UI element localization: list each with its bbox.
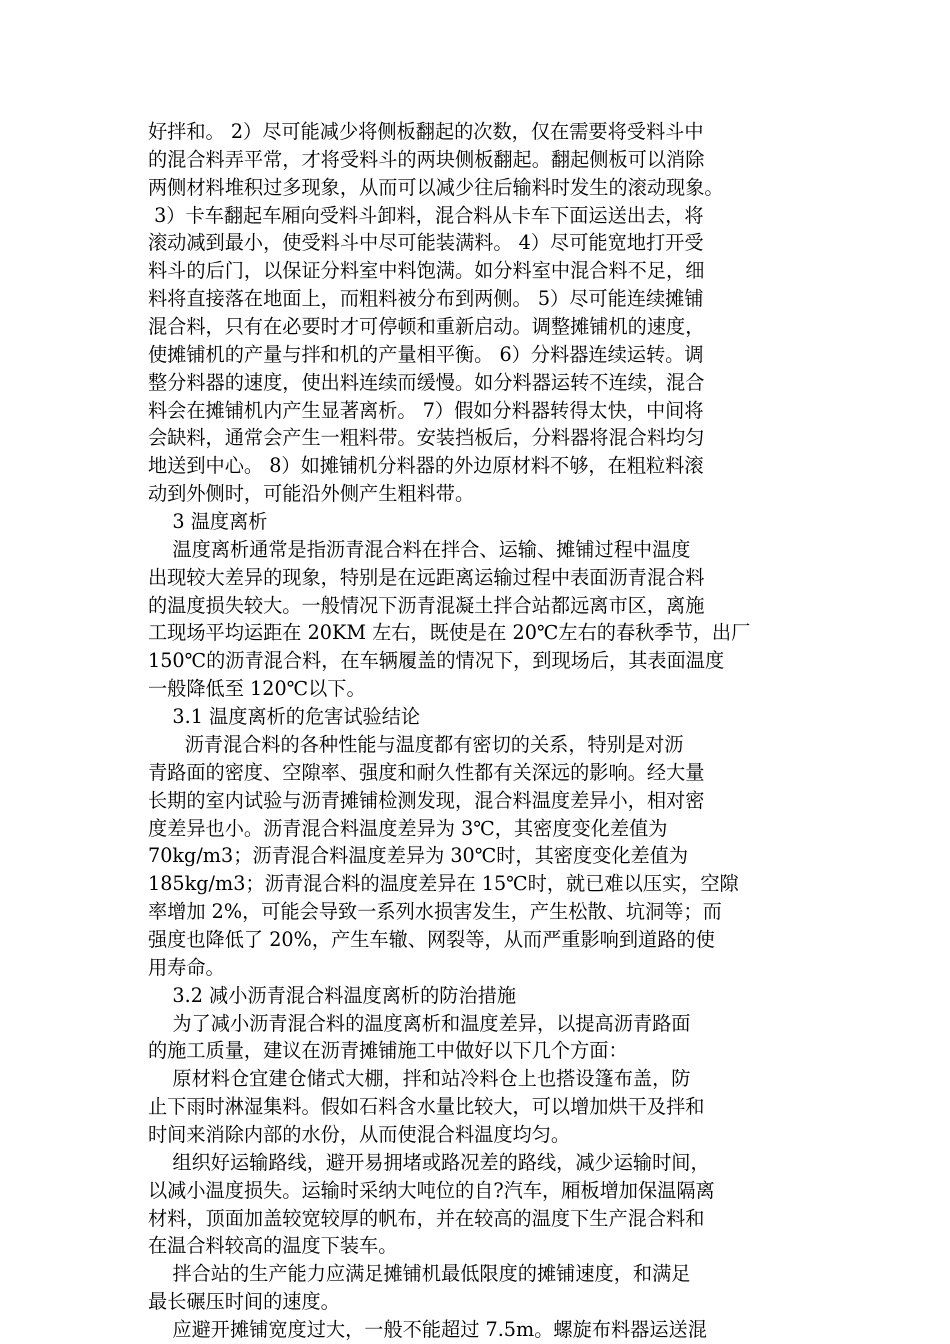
text-line: 70kg/m3；沥青混合料温度差异为 30℃时，其密度变化差值为 [148,844,689,868]
text-line: 一般降低至 120℃以下。 [148,677,366,701]
text-line: 在温合料较高的温度下装车。 [148,1234,398,1258]
text-line: 3）卡车翻起车厢向受料斗卸料，混合料从卡车下面运送出去，将 [148,203,704,227]
text-line: 拌合站的生产能力应满足摊铺机最低限度的摊铺速度，和满足 [148,1262,691,1286]
text-line: 应避开摊铺宽度过大，一般不能超过 7.5m。螺旋布料器运送混 [148,1317,707,1341]
text-line: 料斗的后门，以保证分料室中料饱满。如分料室中混合料不足，细 [148,259,705,283]
text-line: 的施工质量，建议在沥青摊铺施工中做好以下几个方面： [148,1039,628,1063]
text-line: 3.2 减小沥青混合料温度离析的防治措施 [148,983,517,1007]
text-line: 150℃的沥青混合料，在车辆履盖的情况下，到现场后，其表面温度 [148,649,725,673]
text-line: 时间来消除内部的水份，从而使混合料温度均匀。 [148,1122,571,1146]
text-line: 止下雨时淋湿集料。假如石料含水量比较大，可以增加烘干及拌和 [148,1095,705,1119]
text-line: 185kg/m3；沥青混合料的温度差异在 15℃时，就已难以压实，空隙 [148,872,739,896]
text-line: 为了减小沥青混合料的温度离析和温度差异，以提高沥青路面 [148,1011,691,1035]
text-line: 料将直接落在地面上，而粗料被分布到两侧。 5）尽可能连续摊铺 [148,287,704,311]
text-line: 好拌和。 2）尽可能减少将侧板翻起的次数，仅在需要将受料斗中 [148,120,704,143]
text-line: 3 温度离析 [148,510,268,534]
text-line: 料会在摊铺机内产生显著离析。 7）假如分料器转得太快，中间将 [148,398,704,422]
text-line: 青路面的密度、空隙率、强度和耐久性都有关深远的影响。经大量 [148,760,705,784]
text-line: 温度离析通常是指沥青混合料在拌合、运输、摊铺过程中温度 [148,537,691,561]
text-line: 度差异也小。沥青混合料温度差异为 3℃，其密度变化差值为 [148,816,668,840]
text-line: 3.1 温度离析的危害试验结论 [148,705,421,729]
text-line: 地送到中心。 8）如摊铺机分料器的外边原材料不够，在粗粒料滚 [148,454,704,478]
text-line: 强度也降低了 20%，产生车辙、网裂等，从而严重影响到道路的使 [148,927,715,951]
text-line: 用寿命。 [148,955,225,979]
text-line: 工现场平均运距在 20KM 左右，既使是在 20℃左右的春秋季节，出厂 [148,621,751,645]
text-line: 整分料器的速度，使出料连续而缓慢。如分料器运转不连续，混合 [148,370,705,394]
text-line: 原材料仓宜建仓储式大棚，拌和站冷料仓上也搭设篷布盖，防 [148,1067,691,1091]
text-line: 出现较大差异的现象，特别是在远距离运输过程中表面沥青混合料 [148,565,705,589]
text-line: 会缺料，通常会产生一粗料带。安装挡板后，分料器将混合料均匀 [148,426,705,450]
text-line: 沥青混合料的各种性能与温度都有密切的关系，特别是对沥 [148,732,684,756]
text-line: 动到外侧时，可能沿外侧产生粗料带。 [148,482,475,506]
text-line: 使摊铺机的产量与拌和机的产量相平衡。 6）分料器连续运转。调 [148,342,704,366]
text-line: 长期的室内试验与沥青摊铺检测发现，混合料温度差异小，相对密 [148,788,705,812]
text-line: 混合料，只有在必要时才可停顿和重新启动。调整摊铺机的速度， [148,315,705,339]
text-line: 率增加 2%，可能会导致一系列水损害发生，产生松散、坑洞等；而 [148,900,722,924]
text-line: 两侧材料堆积过多现象，从而可以减少往后输料时发生的滚动现象。 [148,175,724,199]
text-line: 的温度损失较大。一般情况下沥青混凝土拌合站都远离市区，离施 [148,593,705,617]
text-line: 以减小温度损失。运输时采纳大吨位的自?汽车，厢板增加保温隔离 [148,1178,715,1202]
text-line: 最长碾压时间的速度。 [148,1290,340,1314]
text-line: 材料，顶面加盖较宽较厚的帆布，并在较高的温度下生产混合料和 [148,1206,705,1230]
text-line: 滚动减到最小，使受料斗中尽可能装满料。 4）尽可能宽地打开受 [148,231,704,255]
text-line: 组织好运输路线，避开易拥堵或路况差的路线，减少运输时间， [148,1150,710,1174]
text-line: 的混合料弄平常，才将受料斗的两块侧板翻起。翻起侧板可以消除 [148,147,705,171]
